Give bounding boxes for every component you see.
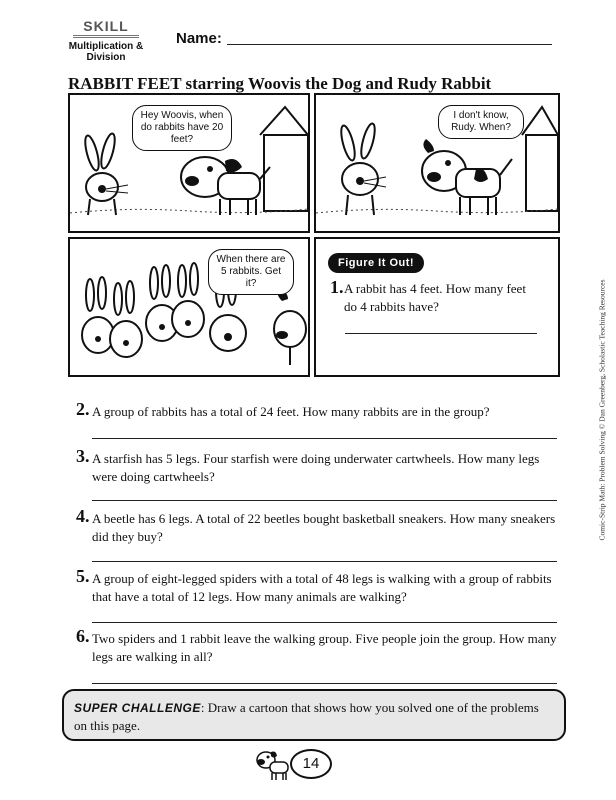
question-text: A starfish has 5 legs. Four starfish were doing underwater cartwheels. How many legs were doing cartwheels?: [92, 451, 540, 484]
name-answer-line[interactable]: [227, 44, 552, 45]
speech-bubble-2: I don't know, Rudy. When?: [438, 105, 524, 139]
question-1-answer-line[interactable]: [345, 333, 537, 334]
comic-panel-1: [68, 93, 310, 233]
side-credit: Comic-Strip Math: Problem Solving © Dan Greenberg, Scholastic Teaching Resources: [597, 279, 607, 541]
question-number: 2.: [76, 399, 90, 419]
question-number: 4.: [76, 506, 90, 526]
question-number: 6.: [76, 626, 90, 646]
question-1-text: A rabbit has 4 feet. How many feet do 4 rabbits have?: [344, 281, 526, 314]
name-label: Name:: [176, 30, 222, 47]
question-text: A beetle has 6 legs. A total of 22 beetles bought basketball sneakers. How many sneakers did they buy?: [92, 511, 556, 544]
page-title: RABBIT FEET starring Woovis the Dog and Rudy Rabbit: [68, 74, 492, 93]
speech-bubble-1: Hey Woovis, when do rabbits have 20 feet?: [132, 105, 232, 151]
question-6-answer-line[interactable]: [92, 683, 557, 684]
skill-box: [60, 18, 152, 63]
question-2-answer-line[interactable]: [92, 438, 557, 439]
question-text: Two spiders and 1 rabbit leave the walking group. Five people join the group. How many legs are walking in all?: [92, 631, 557, 664]
super-challenge-box: [62, 689, 566, 741]
comic-panel-3: [68, 237, 310, 377]
super-challenge-text: : Draw a cartoon that shows how you solved one of the problems on this page.: [74, 700, 539, 733]
comic-panel-2: [314, 93, 560, 233]
question-4-answer-line[interactable]: [92, 561, 557, 562]
question-number: 3.: [76, 446, 90, 466]
dog-mascot-icon: [252, 748, 292, 782]
question-5-answer-line[interactable]: [92, 622, 557, 623]
question-1-number: 1.: [330, 277, 344, 297]
question-text: A group of eight-legged spiders with a total of 48 legs is walking with a group of rabbits that have a total of 12 legs. How many animals are walking?: [92, 571, 552, 604]
skill-label: SKILL: [73, 18, 138, 38]
skill-topic: Multiplication & Division: [68, 41, 144, 63]
super-challenge-heading: SUPER CHALLENGE: [74, 701, 201, 715]
question-text: A group of rabbits has a total of 24 feet. How many rabbits are in the group?: [92, 404, 490, 419]
super-challenge-content: [74, 699, 554, 735]
question-number: 5.: [76, 566, 90, 586]
speech-bubble-3: When there are 5 rabbits. Get it?: [208, 249, 294, 295]
figure-it-out-badge: Figure It Out!: [328, 253, 424, 273]
page-number: 14: [290, 749, 332, 779]
question-3-answer-line[interactable]: [92, 500, 557, 501]
